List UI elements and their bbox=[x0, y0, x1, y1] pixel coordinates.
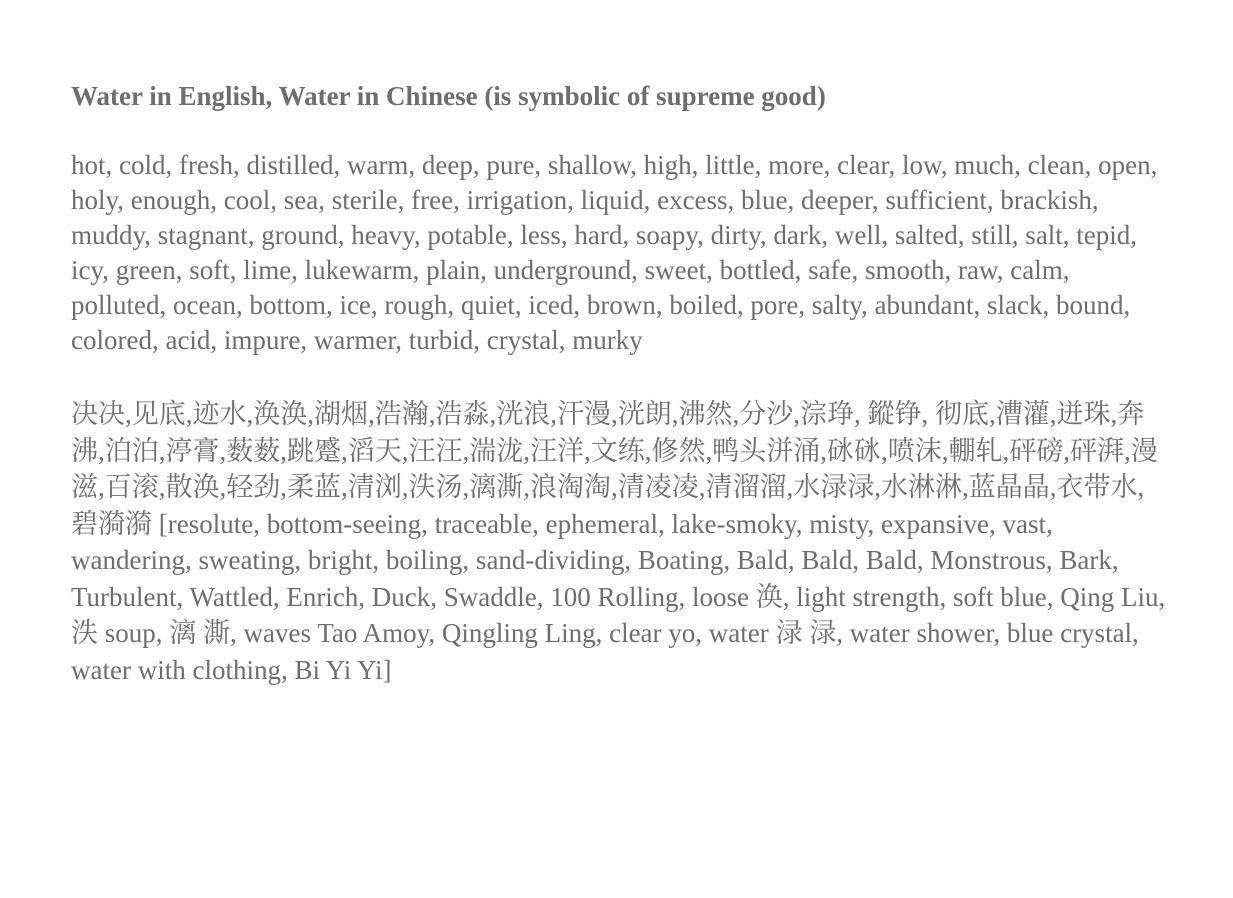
document-body bbox=[71, 78, 1171, 688]
chinese-paragraph: 决决,见底,迹水,涣涣,湖烟,浩瀚,浩淼,洸浪,汗漫,洸朗,沸然,分沙,淙琤, 鏦铮, 彻底,漕灌,迸珠,奔沸,泊泊,渟膏,薮薮,跳蹙,滔天,汪汪,湍泷,汪洋,文练,修然,鸭头洴涌,砯砯,喷沫,輣轧,砰磅,砰湃,漫滋,百滚,散涣,轻劲,柔蓝,清浏,泆汤,漓澌,浪淘淘,清凌凌,清溜溜,水渌渌,水淋淋,蓝晶晶,衣带水,碧漪漪 [resolute, bottom-seeing, traceable, ephemeral, lake-smoky, misty, expansive, vast, wandering, sweating, bright, boiling, sand-dividing, Boating, Bald, Bald, Bald, Monstrous, Bark, Turbulent, Wattled, Enrich, Duck, Swaddle, 100 Rolling, loose 涣, light strength, soft blue, Qing Liu, 泆 soup, 漓 澌, waves Tao Amoy, Qingling Ling, clear yo, water 渌 渌, water shower, blue crystal, water with clothing, Bi Yi Yi] bbox=[71, 399, 1166, 685]
english-paragraph: hot, cold, fresh, distilled, warm, deep, pure, shallow, high, little, more, clear, low, much, clean, open, holy, enough, cool, sea, sterile, free, irrigation, liquid, excess, blue, deeper, sufficient, brackish, muddy, stagnant, ground, heavy, potable, less, hard, soapy, dirty, dark, well, salted, still, salt, tepid, icy, green, soft, lime, lukewarm, plain, underground, sweet, bottled, safe, smooth, raw, calm, polluted, ocean, bottom, ice, rough, quiet, iced, brown, boiled, pore, salty, abundant, slack, bound, colored, acid, impure, warmer, turbid, crystal, murky bbox=[71, 150, 1158, 355]
page-title: Water in English, Water in Chinese (is symbolic of supreme good) bbox=[71, 81, 826, 111]
